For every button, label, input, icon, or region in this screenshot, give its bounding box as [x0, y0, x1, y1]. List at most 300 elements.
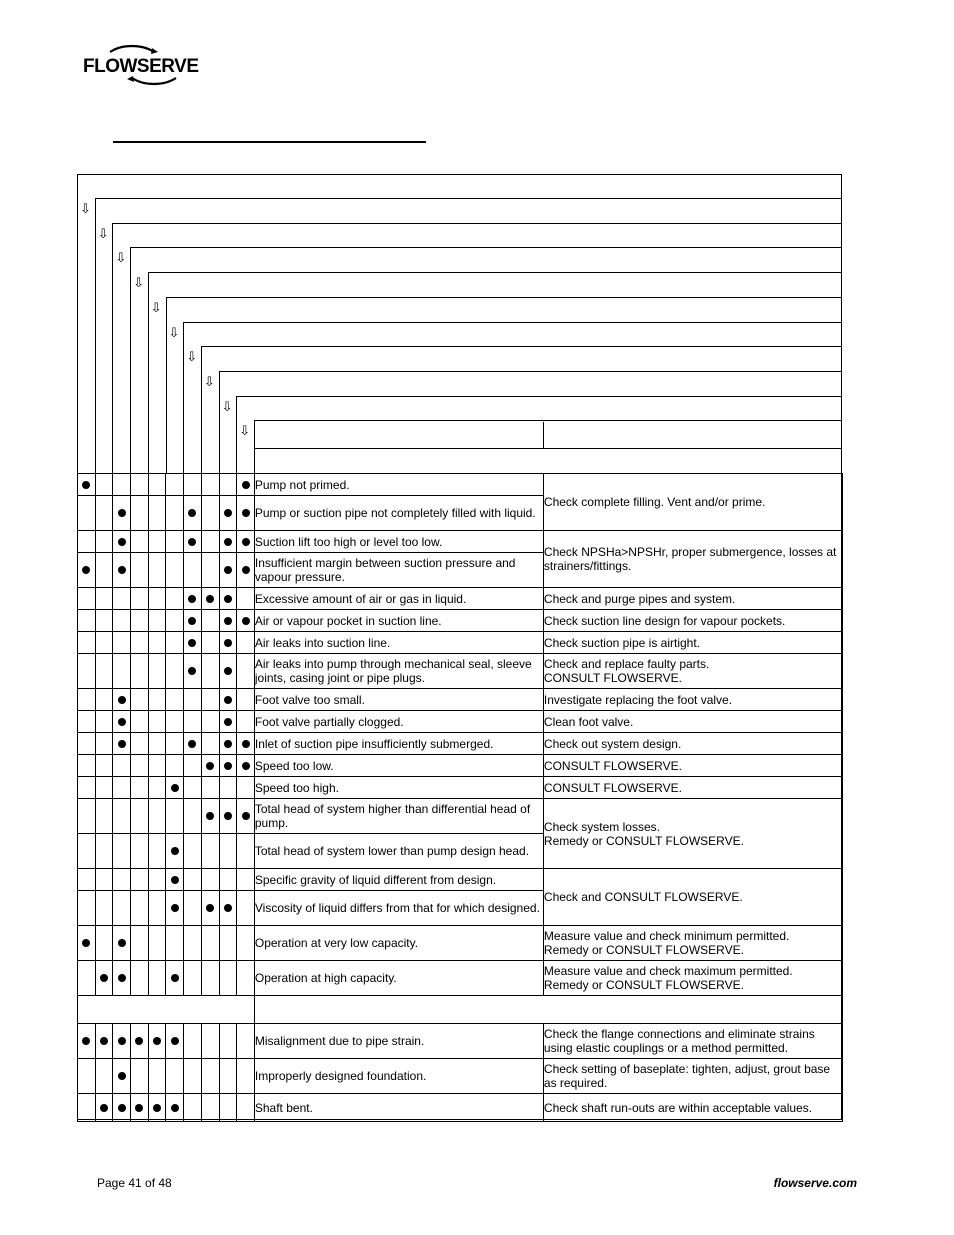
- symptom-cell: [237, 1059, 255, 1094]
- symptom-cell: [184, 632, 202, 654]
- symptom-cell: [95, 891, 113, 926]
- troubleshooting-table: [77, 473, 843, 1122]
- symptom-header-rule: [254, 420, 842, 421]
- symptom-cell: [78, 610, 96, 632]
- bullet-mark: [188, 667, 196, 675]
- symptom-cell: [184, 553, 202, 588]
- symptom-header-rule: [148, 272, 842, 273]
- bullet-mark: [242, 740, 250, 748]
- remedy-cell: Check suction pipe is airtight.: [543, 632, 842, 654]
- section-cell: [254, 996, 842, 1024]
- bullet-mark: [100, 1104, 108, 1112]
- symptom-cell: [219, 777, 237, 799]
- symptom-cell: [201, 926, 219, 961]
- symptom-cell: [219, 799, 237, 834]
- table-row: [78, 711, 843, 733]
- symptom-cell: [219, 474, 237, 496]
- symptom-cell: [166, 733, 184, 755]
- symptom-cell: [78, 632, 96, 654]
- symptom-header-rule: [236, 396, 842, 397]
- remedy-cell: Investigate replacing the foot valve.: [543, 689, 842, 711]
- bullet-mark: [118, 538, 126, 546]
- symptom-cell: [237, 588, 255, 610]
- symptom-cell: [131, 474, 149, 496]
- symptom-column-divider: [130, 247, 131, 473]
- bullet-mark: [242, 509, 250, 517]
- bullet-mark: [206, 762, 214, 770]
- symptom-cell: [113, 961, 131, 996]
- symptom-cell: [201, 610, 219, 632]
- symptom-cell: [201, 474, 219, 496]
- down-arrow-icon: ⇩: [97, 226, 109, 242]
- symptom-cell: [219, 755, 237, 777]
- table-row: [78, 654, 843, 689]
- bullet-mark: [118, 740, 126, 748]
- symptom-cell: [113, 1094, 131, 1122]
- symptom-cell: [113, 733, 131, 755]
- table-row: [78, 799, 843, 834]
- symptom-cell: [113, 588, 131, 610]
- symptom-cell: [148, 799, 166, 834]
- symptom-cell: [201, 1059, 219, 1094]
- remedy-cell: Check and CONSULT FLOWSERVE.: [543, 869, 842, 926]
- symptom-header-rule: [112, 223, 842, 224]
- symptom-cell: [201, 799, 219, 834]
- symptom-cell: [237, 474, 255, 496]
- symptom-cell: [131, 926, 149, 961]
- bullet-mark: [206, 812, 214, 820]
- symptom-cell: [148, 689, 166, 711]
- remedy-cell: Measure value and check minimum permitted. Remedy or CONSULT FLOWSERVE.: [543, 926, 842, 961]
- symptom-cell: [95, 926, 113, 961]
- down-arrow-icon: ⇩: [239, 424, 251, 440]
- bullet-mark: [224, 812, 232, 820]
- cause-cell: Foot valve too small.: [254, 689, 543, 711]
- symptom-cell: [237, 654, 255, 689]
- symptom-cell: [219, 1059, 237, 1094]
- symptom-cell: [201, 531, 219, 553]
- symptom-cell: [184, 961, 202, 996]
- symptom-cell: [148, 926, 166, 961]
- down-arrow-icon: ⇩: [203, 374, 215, 390]
- symptom-column-divider: [219, 371, 220, 473]
- remedy-cell: Check the flange connections and eliminate strains using elastic couplings or a method permitted.: [543, 1024, 842, 1059]
- symptom-cell: [95, 961, 113, 996]
- symptom-cell: [201, 961, 219, 996]
- symptom-cell: [219, 711, 237, 733]
- symptom-cell: [219, 733, 237, 755]
- symptom-cell: [113, 689, 131, 711]
- symptom-cell: [219, 1024, 237, 1059]
- symptom-cell: [201, 632, 219, 654]
- symptom-cell: [201, 553, 219, 588]
- symptom-cell: [166, 755, 184, 777]
- symptom-cell: [237, 961, 255, 996]
- symptom-cell: [78, 654, 96, 689]
- symptom-cell: [95, 834, 113, 869]
- symptom-cell: [237, 553, 255, 588]
- bullet-mark: [82, 939, 90, 947]
- bullet-mark: [224, 740, 232, 748]
- symptom-cell: [201, 891, 219, 926]
- symptom-column-divider: [254, 420, 255, 473]
- cause-cell: Viscosity of liquid differs from that for which designed.: [254, 891, 543, 926]
- symptom-cell: [148, 711, 166, 733]
- remedy-cell: Check and purge pipes and system.: [543, 588, 842, 610]
- symptom-cell: [131, 869, 149, 891]
- symptom-cell: [148, 869, 166, 891]
- symptom-cell: [95, 654, 113, 689]
- symptom-cell: [131, 777, 149, 799]
- cause-cell: Operation at very low capacity.: [254, 926, 543, 961]
- symptom-header-rule: [130, 247, 842, 248]
- symptom-cell: [78, 1024, 96, 1059]
- down-arrow-icon: ⇩: [133, 276, 144, 292]
- bullet-mark: [224, 696, 232, 704]
- remedy-cell: Check system losses. Remedy or CONSULT FLOWSERVE.: [543, 799, 842, 869]
- cause-cell: Improperly designed foundation.: [254, 1059, 543, 1094]
- symptom-cell: [219, 1094, 237, 1122]
- bullet-mark: [118, 974, 126, 982]
- bullet-mark: [188, 639, 196, 647]
- symptom-cell: [148, 632, 166, 654]
- symptom-cell: [166, 632, 184, 654]
- symptom-cell: [148, 610, 166, 632]
- cause-cell: Foot valve partially clogged.: [254, 711, 543, 733]
- symptom-cell: [237, 926, 255, 961]
- symptom-cell: [166, 961, 184, 996]
- symptom-cell: [237, 632, 255, 654]
- symptom-cell: [78, 1059, 96, 1094]
- symptom-cell: [131, 610, 149, 632]
- table-row: [78, 689, 843, 711]
- symptom-header-rule: [219, 371, 842, 372]
- bullet-mark: [118, 939, 126, 947]
- remedy-cell: Check out system design.: [543, 733, 842, 755]
- symptom-header-rule: [95, 198, 842, 199]
- cause-cell: Air or vapour pocket in suction line.: [254, 610, 543, 632]
- symptom-cell: [95, 553, 113, 588]
- symptom-cell: [166, 891, 184, 926]
- remedy-cell: Check shaft run-outs are within acceptable values.: [543, 1094, 842, 1122]
- bullet-mark: [135, 1037, 143, 1045]
- symptom-cell: [166, 689, 184, 711]
- symptom-cell: [78, 869, 96, 891]
- table-row: [78, 1094, 843, 1122]
- symptom-cell: [201, 777, 219, 799]
- symptom-cell: [113, 777, 131, 799]
- bullet-mark: [153, 1104, 161, 1112]
- symptom-cell: [95, 588, 113, 610]
- symptom-cell: [113, 834, 131, 869]
- symptom-cell: [184, 891, 202, 926]
- down-arrow-icon: ⇩: [150, 300, 162, 316]
- table-row: [78, 926, 843, 961]
- symptom-cell: [184, 654, 202, 689]
- bullet-mark: [100, 1037, 108, 1045]
- cause-cell: Shaft bent.: [254, 1094, 543, 1122]
- down-arrow-icon: ⇩: [221, 399, 233, 415]
- bullet-mark: [224, 617, 232, 625]
- symptom-cell: [78, 496, 96, 531]
- symptom-cell: [237, 689, 255, 711]
- symptom-cell: [201, 834, 219, 869]
- bullet-mark: [118, 1072, 126, 1080]
- section-break-row: [78, 996, 843, 1024]
- cause-cell: Air leaks into pump through mechanical seal, sleeve joints, casing joint or pipe plugs.: [254, 654, 543, 689]
- remedy-cell: CONSULT FLOWSERVE.: [543, 755, 842, 777]
- bullet-mark: [118, 718, 126, 726]
- bullet-mark: [242, 762, 250, 770]
- symptom-cell: [237, 531, 255, 553]
- symptom-cell: [131, 588, 149, 610]
- footer-website: flowserve.com: [773, 1176, 857, 1190]
- symptom-cell: [95, 689, 113, 711]
- symptom-cell: [131, 733, 149, 755]
- bullet-mark: [82, 1037, 90, 1045]
- bullet-mark: [224, 538, 232, 546]
- symptom-cell: [237, 610, 255, 632]
- table-row: [78, 474, 843, 496]
- symptom-cell: [201, 654, 219, 689]
- symptom-cell: [166, 799, 184, 834]
- cause-cell: Operation at high capacity.: [254, 961, 543, 996]
- symptom-cell: [201, 755, 219, 777]
- symptom-cell: [237, 891, 255, 926]
- remedy-cell: Check complete filling. Vent and/or prime.: [543, 474, 842, 531]
- symptom-cell: [184, 799, 202, 834]
- symptom-cell: [184, 869, 202, 891]
- symptom-cell: [131, 961, 149, 996]
- down-arrow-icon: ⇩: [186, 350, 198, 366]
- symptom-cell: [148, 654, 166, 689]
- symptom-cell: [201, 689, 219, 711]
- symptom-cell: [148, 733, 166, 755]
- symptom-column-divider: [236, 396, 237, 473]
- page-number: Page 41 of 48: [97, 1176, 172, 1190]
- symptom-cell: [237, 1094, 255, 1122]
- symptom-cell: [166, 496, 184, 531]
- bullet-mark: [171, 1104, 179, 1112]
- remedy-cell: Clean foot valve.: [543, 711, 842, 733]
- bullet-mark: [118, 696, 126, 704]
- symptom-cell: [219, 961, 237, 996]
- symptom-cell: [219, 496, 237, 531]
- symptom-cell: [131, 654, 149, 689]
- symptom-cell: [184, 711, 202, 733]
- bullet-mark: [100, 974, 108, 982]
- bullet-mark: [118, 1104, 126, 1112]
- cause-cell: Speed too high.: [254, 777, 543, 799]
- remedy-cell: Measure value and check maximum permitted. Remedy or CONSULT FLOWSERVE.: [543, 961, 842, 996]
- bullet-mark: [242, 812, 250, 820]
- cause-cell: Total head of system lower than pump design head.: [254, 834, 543, 869]
- symptom-cell: [237, 799, 255, 834]
- bullet-mark: [135, 1104, 143, 1112]
- bullet-mark: [206, 904, 214, 912]
- symptom-cell: [95, 733, 113, 755]
- symptom-cell: [113, 711, 131, 733]
- symptom-cell: [184, 689, 202, 711]
- symptom-cell: [78, 531, 96, 553]
- symptom-cell: [131, 1059, 149, 1094]
- symptom-cell: [148, 588, 166, 610]
- symptom-cell: [148, 834, 166, 869]
- symptom-cell: [219, 553, 237, 588]
- bullet-mark: [224, 718, 232, 726]
- symptom-cell: [95, 755, 113, 777]
- bullet-mark: [118, 1037, 126, 1045]
- bullet-mark: [188, 509, 196, 517]
- symptom-cell: [113, 531, 131, 553]
- symptom-cell: [78, 474, 96, 496]
- bullet-mark: [188, 538, 196, 546]
- symptom-cell: [166, 1024, 184, 1059]
- cause-cell: Misalignment due to pipe strain.: [254, 1024, 543, 1059]
- symptom-cell: [219, 891, 237, 926]
- bullet-mark: [224, 566, 232, 574]
- symptom-cell: [219, 926, 237, 961]
- symptom-cell: [148, 531, 166, 553]
- symptom-cell: [95, 531, 113, 553]
- table-row: [78, 1059, 843, 1094]
- symptom-cell: [184, 588, 202, 610]
- symptom-cell: [237, 755, 255, 777]
- symptom-cell: [95, 632, 113, 654]
- symptom-cell: [184, 755, 202, 777]
- symptom-cell: [166, 711, 184, 733]
- table-row: [78, 1024, 843, 1059]
- bullet-mark: [206, 595, 214, 603]
- symptom-cell: [166, 777, 184, 799]
- cause-cell: Pump or suction pipe not completely filled with liquid.: [254, 496, 543, 531]
- symptom-cell: [131, 553, 149, 588]
- bullet-mark: [242, 566, 250, 574]
- symptom-cell: [113, 926, 131, 961]
- cause-cell: Specific gravity of liquid different from design.: [254, 869, 543, 891]
- table-row: [78, 777, 843, 799]
- symptom-cell: [113, 632, 131, 654]
- bullet-mark: [82, 566, 90, 574]
- symptom-cell: [201, 496, 219, 531]
- bullet-mark: [171, 784, 179, 792]
- bullet-mark: [188, 740, 196, 748]
- symptom-cell: [113, 654, 131, 689]
- bullet-mark: [171, 1037, 179, 1045]
- down-arrow-icon: ⇩: [80, 202, 91, 217]
- symptom-cell: [78, 1094, 96, 1122]
- cause-remedy-divider: [543, 422, 544, 448]
- symptom-cell: [237, 711, 255, 733]
- bullet-mark: [118, 566, 126, 574]
- table-row: [78, 632, 843, 654]
- bullet-mark: [118, 509, 126, 517]
- flowserve-logo: [82, 42, 202, 88]
- symptom-header-rule: [166, 297, 843, 298]
- symptom-cell: [219, 610, 237, 632]
- remedy-cell: Check suction line design for vapour pockets.: [543, 610, 842, 632]
- symptom-cell: [201, 1094, 219, 1122]
- symptom-cell: [131, 689, 149, 711]
- bullet-mark: [188, 617, 196, 625]
- bullet-mark: [171, 974, 179, 982]
- symptom-cell: [113, 610, 131, 632]
- remedy-cell: Check setting of baseplate: tighten, adjust, grout base as required.: [543, 1059, 842, 1094]
- symptom-column-divider: [166, 297, 167, 473]
- symptom-cell: [201, 733, 219, 755]
- symptom-cell: [78, 799, 96, 834]
- bullet-mark: [224, 762, 232, 770]
- table-row: [78, 588, 843, 610]
- symptom-cell: [95, 799, 113, 834]
- symptom-cell: [95, 869, 113, 891]
- symptom-cell: [113, 1059, 131, 1094]
- cause-cell: Excessive amount of air or gas in liquid.: [254, 588, 543, 610]
- symptom-cell: [78, 834, 96, 869]
- bullet-mark: [224, 667, 232, 675]
- table-row: [78, 610, 843, 632]
- symptom-cell: [166, 588, 184, 610]
- symptom-cell: [166, 1094, 184, 1122]
- symptom-cell: [148, 777, 166, 799]
- symptom-cell: [113, 553, 131, 588]
- symptom-cell: [113, 496, 131, 531]
- table-row: [78, 755, 843, 777]
- symptom-cell: [131, 799, 149, 834]
- symptom-cell: [184, 610, 202, 632]
- symptom-cell: [113, 799, 131, 834]
- symptom-cell: [78, 777, 96, 799]
- symptom-cell: [219, 632, 237, 654]
- cause-cell: Total head of system higher than differential head of pump.: [254, 799, 543, 834]
- symptom-cell: [131, 891, 149, 926]
- symptom-cell: [184, 531, 202, 553]
- remedy-cell: Check and replace faulty parts. CONSULT FLOWSERVE.: [543, 654, 842, 689]
- symptom-cell: [113, 755, 131, 777]
- symptom-cell: [131, 1024, 149, 1059]
- symptom-cell: [148, 961, 166, 996]
- symptom-cell: [219, 654, 237, 689]
- symptom-cell: [166, 869, 184, 891]
- remedy-cell: CONSULT FLOWSERVE.: [543, 777, 842, 799]
- symptom-cell: [237, 496, 255, 531]
- symptom-cell: [219, 689, 237, 711]
- cause-cell: Speed too low.: [254, 755, 543, 777]
- symptom-cell: [78, 733, 96, 755]
- symptom-cell: [78, 891, 96, 926]
- symptom-cell: [166, 834, 184, 869]
- symptom-cell: [148, 553, 166, 588]
- bullet-mark: [224, 639, 232, 647]
- symptom-cell: [201, 1024, 219, 1059]
- symptom-header-rule: [183, 322, 842, 323]
- cause-cell: Air leaks into suction line.: [254, 632, 543, 654]
- table-row: [78, 733, 843, 755]
- symptom-cell: [219, 588, 237, 610]
- symptom-cell: [201, 711, 219, 733]
- symptom-cell: [184, 834, 202, 869]
- bullet-mark: [224, 509, 232, 517]
- symptom-cell: [148, 1024, 166, 1059]
- symptom-cell: [201, 588, 219, 610]
- symptom-cell: [166, 610, 184, 632]
- symptom-cell: [95, 1094, 113, 1122]
- down-arrow-icon: ⇩: [168, 325, 180, 341]
- symptom-cell: [78, 926, 96, 961]
- symptom-cell: [113, 1024, 131, 1059]
- symptom-cell: [219, 531, 237, 553]
- symptom-cell: [95, 474, 113, 496]
